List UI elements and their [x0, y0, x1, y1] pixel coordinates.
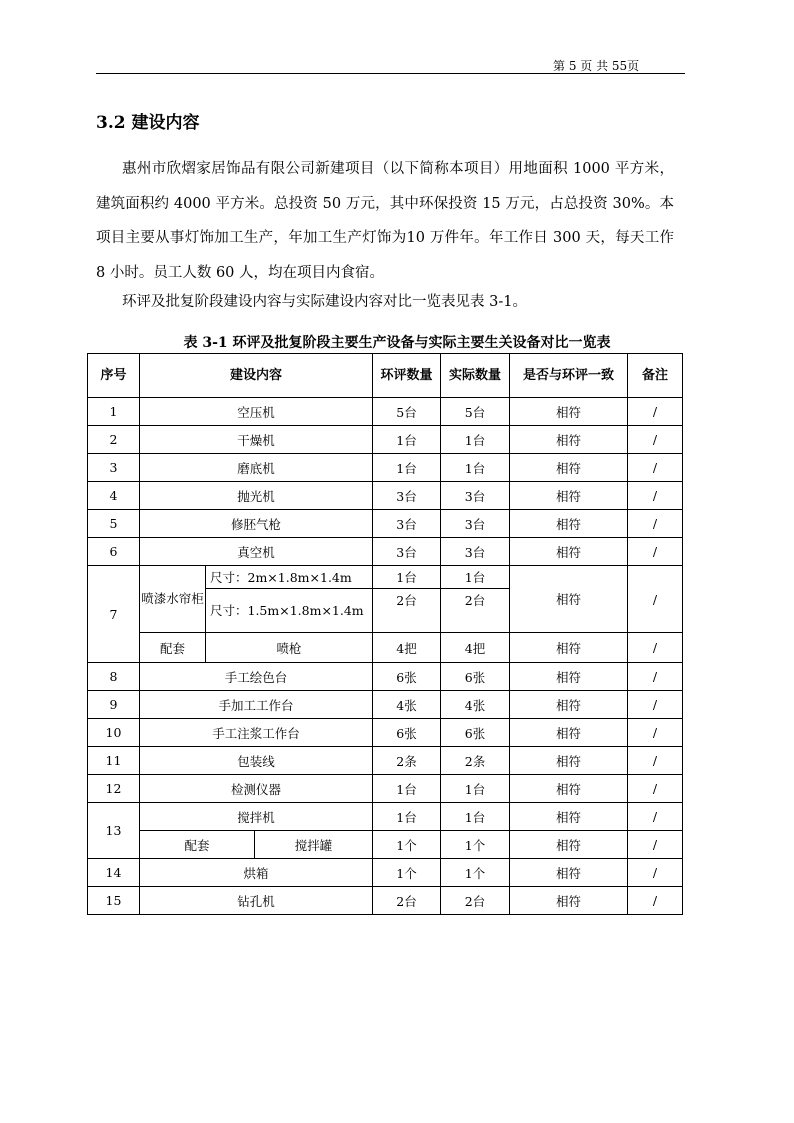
cell-actual: 4张 [441, 691, 510, 719]
cell-eia: 1个 [373, 831, 441, 859]
cell-match: 相符 [510, 887, 628, 915]
cell-match: 相符 [510, 775, 628, 803]
section-title: 3.2 建设内容 [96, 113, 200, 133]
cell-match: 相符 [510, 859, 628, 887]
header-no: 序号 [88, 354, 140, 398]
cell-eia: 2台 [373, 887, 441, 915]
table-row [88, 691, 683, 719]
cell-content: 抛光机 [140, 482, 373, 510]
cell-eia: 6张 [373, 663, 441, 691]
table-row [88, 633, 683, 663]
cell-match: 相符 [510, 633, 628, 663]
cell-content: 检测仪器 [140, 775, 373, 803]
cell-eia: 3台 [373, 538, 441, 566]
table-row [88, 859, 683, 887]
cell-content: 空压机 [140, 398, 373, 426]
header-actual-qty: 实际数量 [441, 354, 510, 398]
header-consistent: 是否与环评一致 [510, 354, 628, 398]
table-row [88, 831, 683, 859]
cell-group: 喷漆水帘柜 [140, 566, 206, 633]
cell-no: 4 [88, 482, 140, 510]
cell-content: 手加工工作台 [140, 691, 373, 719]
table-row [88, 482, 683, 510]
cell-no: 8 [88, 663, 140, 691]
cell-match: 相符 [510, 454, 628, 482]
cell-accessory-label: 配套 [140, 831, 255, 859]
cell-match: 相符 [510, 510, 628, 538]
cell-match: 相符 [510, 538, 628, 566]
body-paragraph: 环评及批复阶段建设内容与实际建设内容对比一览表见表 3-1。 [122, 294, 527, 310]
cell-content: 手工注浆工作台 [140, 719, 373, 747]
cell-actual: 3台 [441, 538, 510, 566]
cell-actual: 1个 [441, 831, 510, 859]
cell-no: 11 [88, 747, 140, 775]
cell-match: 相符 [510, 803, 628, 831]
cell-content: 包装线 [140, 747, 373, 775]
cell-match: 相符 [510, 426, 628, 454]
cell-match: 相符 [510, 747, 628, 775]
table-row [88, 887, 683, 915]
cell-match: 相符 [510, 482, 628, 510]
cell-actual: 2台 [441, 887, 510, 915]
cell-eia: 1台 [373, 566, 441, 589]
cell-remark: / [628, 887, 683, 915]
cell-remark: / [628, 859, 683, 887]
cell-eia: 5台 [373, 398, 441, 426]
cell-accessory: 搅拌罐 [255, 831, 373, 859]
table-row [88, 663, 683, 691]
cell-remark: / [628, 747, 683, 775]
cell-match: 相符 [510, 691, 628, 719]
cell-no: 6 [88, 538, 140, 566]
cell-actual: 6张 [441, 663, 510, 691]
cell-actual: 1台 [441, 454, 510, 482]
cell-eia: 4张 [373, 691, 441, 719]
cell-remark: / [628, 538, 683, 566]
cell-actual: 5台 [441, 398, 510, 426]
equipment-comparison-table [87, 353, 683, 915]
cell-no: 10 [88, 719, 140, 747]
cell-content: 真空机 [140, 538, 373, 566]
table-row [88, 398, 683, 426]
cell-match: 相符 [510, 831, 628, 859]
cell-match: 相符 [510, 566, 628, 633]
cell-eia: 3台 [373, 482, 441, 510]
cell-content: 修胚气枪 [140, 510, 373, 538]
cell-eia: 4把 [373, 633, 441, 663]
header-content: 建设内容 [140, 354, 373, 398]
cell-accessory-label: 配套 [140, 633, 206, 663]
cell-no: 3 [88, 454, 140, 482]
cell-remark: / [628, 633, 683, 663]
cell-content: 干燥机 [140, 426, 373, 454]
cell-content: 烘箱 [140, 859, 373, 887]
cell-content: 磨底机 [140, 454, 373, 482]
cell-remark: / [628, 426, 683, 454]
cell-eia: 1台 [373, 775, 441, 803]
table-row [88, 426, 683, 454]
cell-remark: / [628, 398, 683, 426]
cell-content: 搅拌机 [140, 803, 373, 831]
cell-actual: 2条 [441, 747, 510, 775]
table-row [88, 538, 683, 566]
header-eia-qty: 环评数量 [373, 354, 441, 398]
cell-no: 7 [88, 566, 140, 663]
table-row [88, 775, 683, 803]
cell-eia: 1个 [373, 859, 441, 887]
header-remark: 备注 [628, 354, 683, 398]
cell-actual: 1台 [441, 426, 510, 454]
cell-actual: 1台 [441, 803, 510, 831]
cell-accessory: 喷枪 [206, 633, 373, 663]
cell-eia: 6张 [373, 719, 441, 747]
cell-content: 手工绘色台 [140, 663, 373, 691]
cell-no: 1 [88, 398, 140, 426]
header-divider [96, 73, 685, 74]
body-paragraph: 惠州市欣熠家居饰品有限公司新建项目（以下简称本项目）用地面积 1000 平方米，建筑面积约 4000 平方米。总投资 50 万元，其中环保投资 15 万元，占总投资 30%。本项目主要从事灯饰加工生产，年加工生产灯饰为10 万件年。年工作日 300 天，每天工作 8 小时。员工人数 60 人，均在项目内食宿。 [96, 161, 674, 281]
cell-remark: / [628, 831, 683, 859]
cell-actual: 4把 [441, 633, 510, 663]
cell-actual: 1个 [441, 859, 510, 887]
table-row [88, 719, 683, 747]
table-row [88, 454, 683, 482]
cell-actual: 6张 [441, 719, 510, 747]
cell-actual: 3台 [441, 510, 510, 538]
cell-no: 13 [88, 803, 140, 859]
cell-match: 相符 [510, 663, 628, 691]
cell-no: 2 [88, 426, 140, 454]
cell-eia: 1台 [373, 426, 441, 454]
cell-actual: 3台 [441, 482, 510, 510]
cell-remark: / [628, 719, 683, 747]
cell-no: 15 [88, 887, 140, 915]
cell-remark: / [628, 775, 683, 803]
cell-actual: 1台 [441, 566, 510, 589]
cell-remark: / [628, 663, 683, 691]
cell-eia: 3台 [373, 510, 441, 538]
cell-eia: 1台 [373, 803, 441, 831]
cell-remark: / [628, 510, 683, 538]
cell-match: 相符 [510, 719, 628, 747]
cell-match: 相符 [510, 398, 628, 426]
cell-no: 9 [88, 691, 140, 719]
cell-actual: 2台 [441, 589, 510, 633]
cell-remark: / [628, 803, 683, 831]
cell-size: 尺寸：1.5m×1.8m×1.4m [206, 589, 373, 633]
cell-eia: 2台 [373, 589, 441, 633]
cell-eia: 2条 [373, 747, 441, 775]
table-row [88, 566, 683, 589]
cell-actual: 1台 [441, 775, 510, 803]
cell-remark: / [628, 691, 683, 719]
cell-content: 钻孔机 [140, 887, 373, 915]
cell-no: 5 [88, 510, 140, 538]
page-number-header: 第 5 页 共 55页 [553, 59, 640, 73]
cell-remark: / [628, 454, 683, 482]
cell-no: 14 [88, 859, 140, 887]
cell-eia: 1台 [373, 454, 441, 482]
cell-no: 12 [88, 775, 140, 803]
cell-remark: / [628, 482, 683, 510]
cell-remark: / [628, 566, 683, 633]
table-row [88, 803, 683, 831]
table-row [88, 747, 683, 775]
table-row [88, 510, 683, 538]
cell-size: 尺寸：2m×1.8m×1.4m [206, 566, 373, 589]
table-caption: 表 3-1 环评及批复阶段主要生产设备与实际主要生关设备对比一览表 [183, 335, 611, 351]
